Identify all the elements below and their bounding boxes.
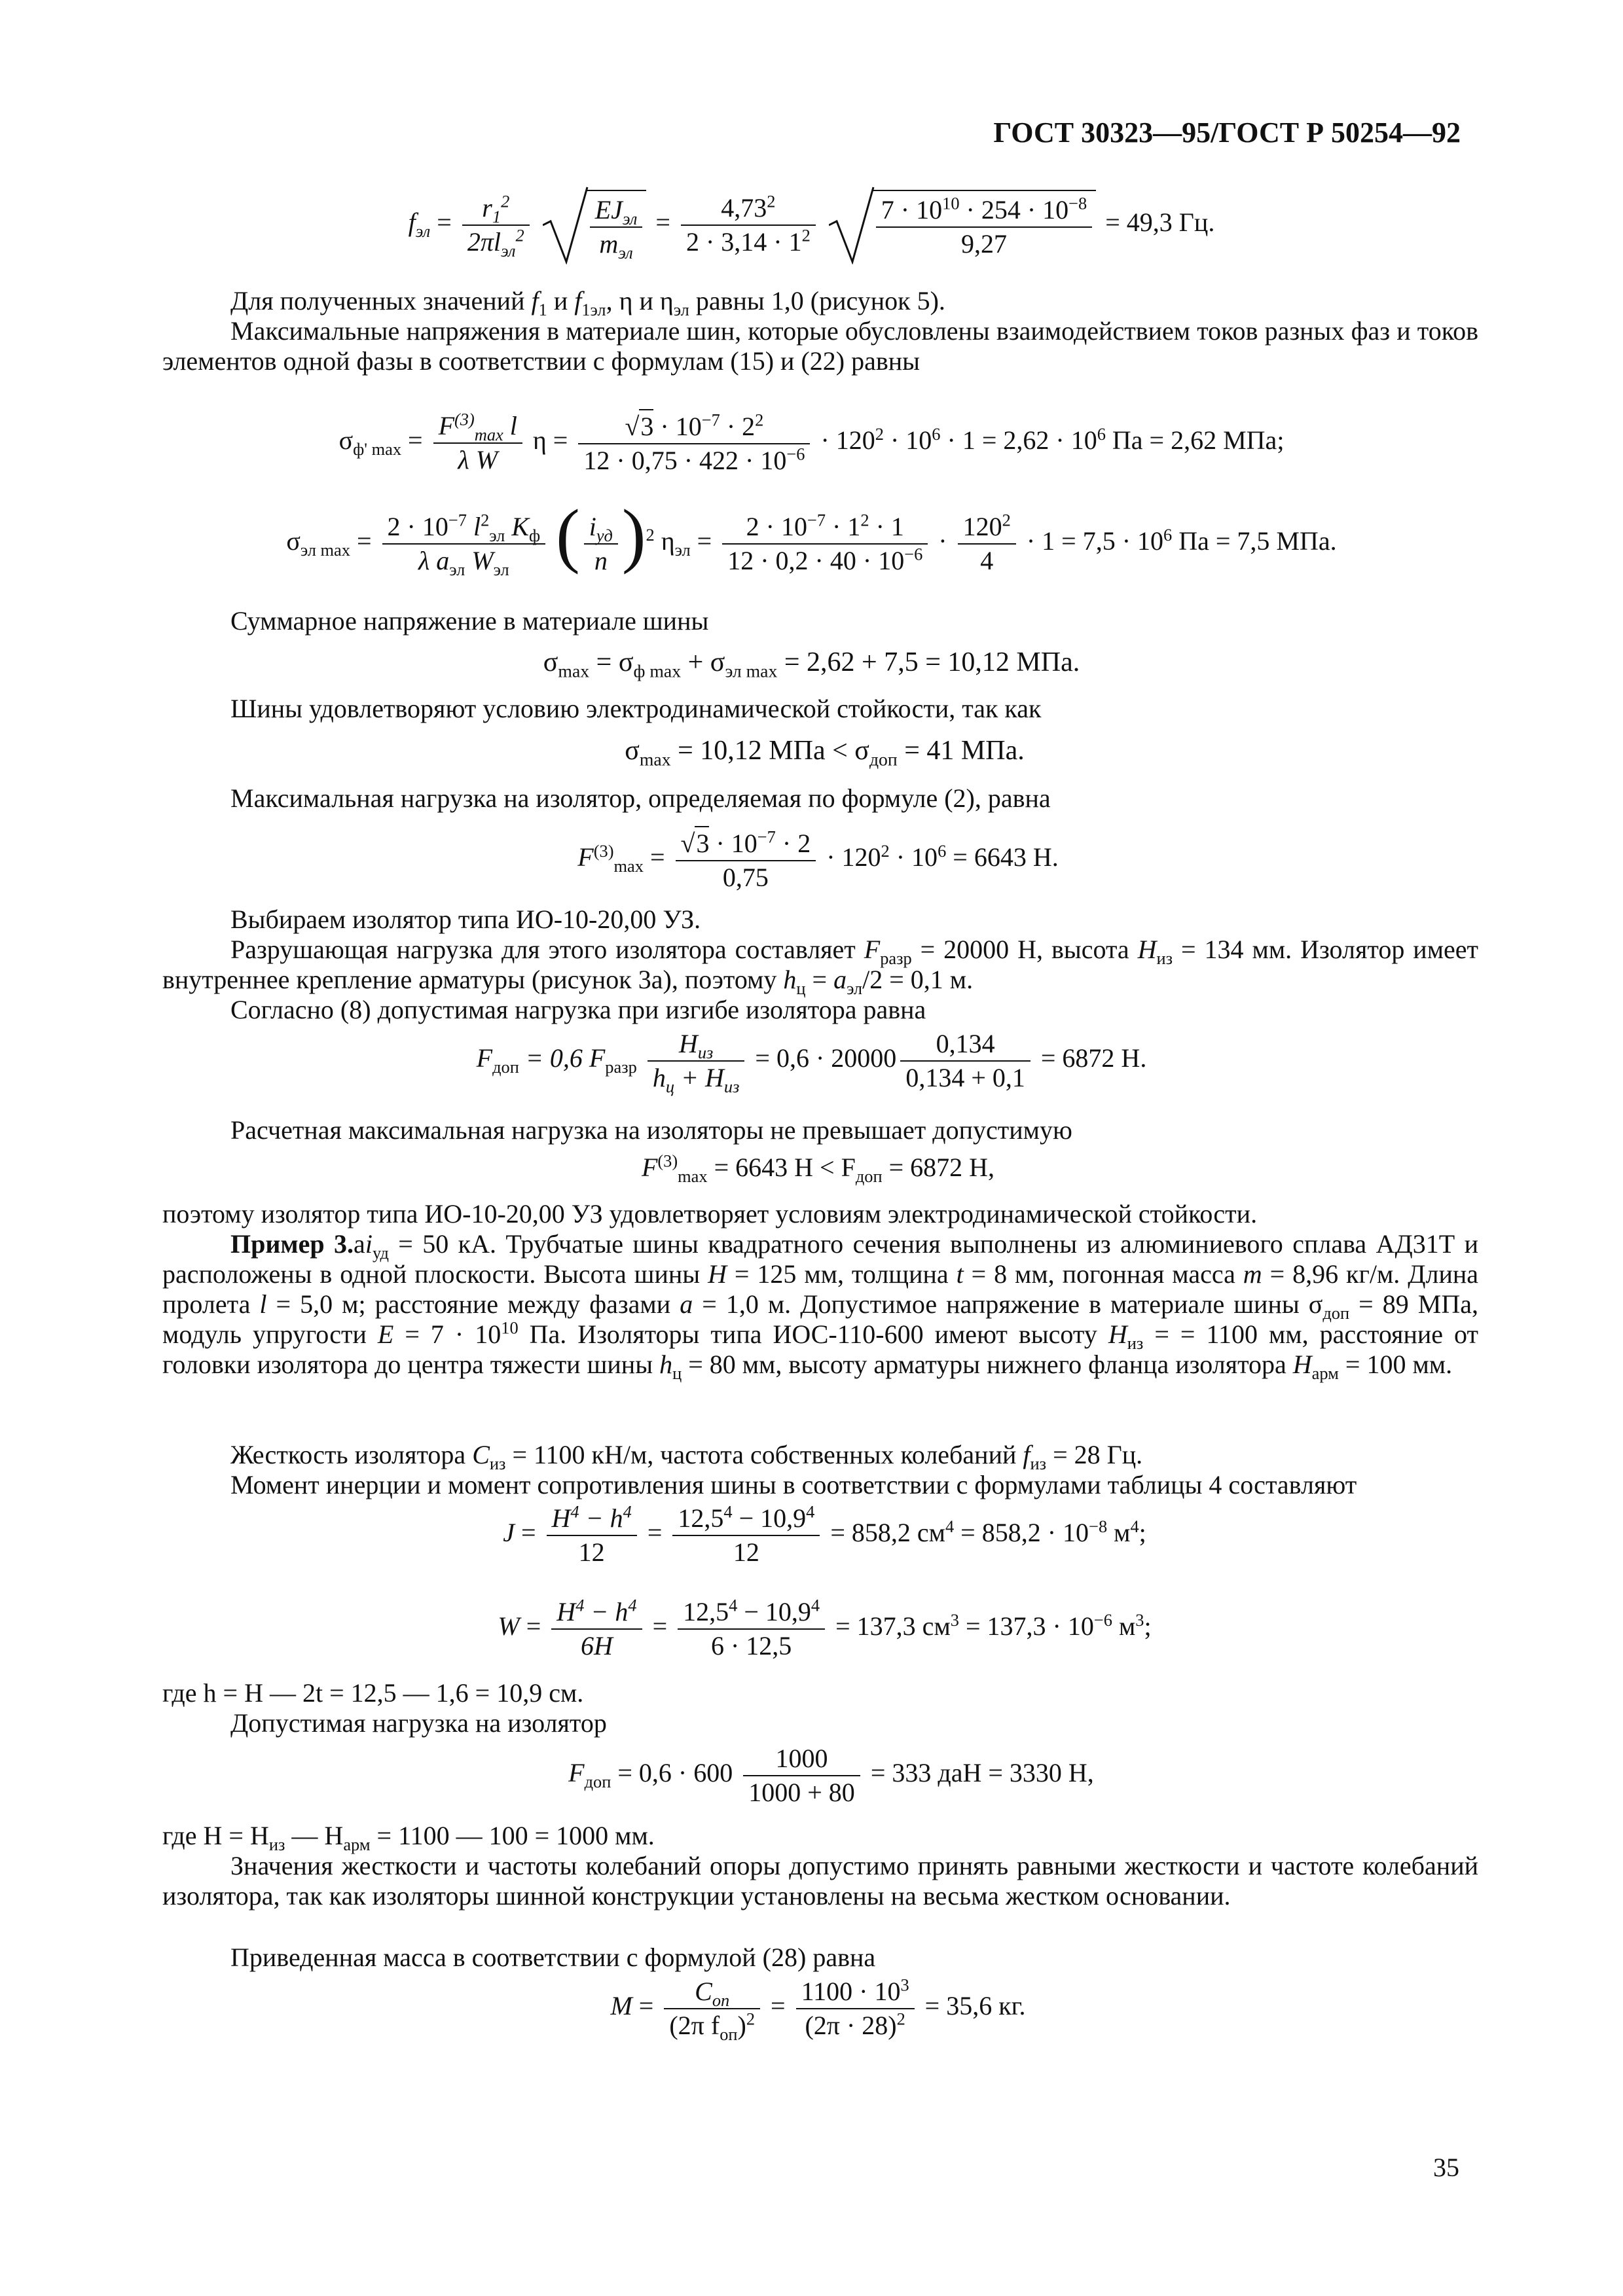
equation-reduced-mass: M = $\frac{C_{оп}}{(2\pi f_{оп})^2}$ = $\frac{1100 \cdot 10^3}{(2\pi \cdot 28)^2}$ = 35,6 кг. <box>610 1975 1026 2044</box>
paragraph-load-check: Расчетная максимальная нагрузка на изоляторы не превышает допустимую <box>230 1115 1072 1145</box>
paragraph-frequencies: Для полученных значений $f_1$ и $f_{1эл}$, η и $\eta_{эл}$ равны 1,0 (рисунок 5). <box>230 286 945 319</box>
paragraph-choose-insulator: Выбираем изолятор типа ИО-10-20,00 УЗ. <box>230 905 701 934</box>
paragraph-stiffness: Жесткость изолятора $C_{из} = 1100$ кН/м, частота собственных колебаний $f_{из} = 28$ Гц. <box>230 1440 1143 1473</box>
equation-sigma-check: $\sigma_{max} = 10,12$ МПа < $\sigma_{доп} = 41$ МПа. <box>625 736 1025 770</box>
equation-section-modulus: W = $\frac{H^4 - h^4}{6H}$ = $\frac{12,5^4 - 10,9^4}{6 \cdot 12,5}$ = 137,3 $см^3 = 137,3 \cdot 10^{-6}$ $м^3$; <box>498 1595 1152 1660</box>
equation-f-allowable: $F_{доп} = 0,6$ $F_{разр}$ $\frac{H_{из}}{h_ц + H_{из}}$ = 0,6 · 20000 $\frac{0,134}{0,134 + 0,1}$ = 6872 Н. <box>476 1029 1147 1096</box>
paragraph-support-stiffness: Значения жесткости и частоты колебаний опоры допустимо принять равными жесткости и частоте колебаний изолятора, так как изоляторы шинной конструкции установлены на весьма жестком основании. <box>162 1851 1478 1910</box>
document-header: ГОСТ 30323—95/ГОСТ Р 50254—92 <box>993 117 1461 149</box>
equation-f-max: $F^{(3)}_{max}$ = $\frac{√3 \cdot 10^{-7} \cdot 2}{0,75}$ · $120^2 \cdot 10^6 = 6643$ Н. <box>577 827 1059 892</box>
paragraph-h-definition: где h = H — 2t = 12,5 — 1,6 = 10,9 см. <box>162 1678 584 1708</box>
page-number: 35 <box>1433 2153 1459 2182</box>
equation-moment-inertia: J = $\frac{H^4 - h^4}{12}$ = $\frac{12,5^4 - 10,9^4}{12}$ = 858,2 $см^4 = 858,2 \cdot 10^{-8}$ $м^4$; <box>503 1501 1146 1567</box>
equation-sigma-element: $\sigma_{эл max}$ = $\frac{2 \cdot 10^{-7} l^2_{эл} K_ф}{\lambda a_{эл} W_{эл}}$ ( $\frac{i_{уд}}{n}$ )$^2$ $\eta_{эл}$ = $\frac{2 \cdot 10^{-7} \cdot 1^2 \cdot 1}{12 \cdot 0,2 \cdot 40 \cdot 10^{-6}}$ · $\frac{120^2}{4}$ · $1 = 7,5 \cdot 10^6$ Па = 7,5 МПа. <box>286 495 1337 579</box>
paragraph-max-stress: Максимальные напряжения в материале шин, которые обусловлены взаимодействием токов разных фаз и токов элементов одной фазы в соответствии с формулам (15) и (22) равны <box>162 316 1478 376</box>
equation-sigma-max: $\sigma_{max} = \sigma_{ф max} + \sigma_{эл max} = 2,62 + 7,5 = 10,12$ МПа. <box>543 647 1080 681</box>
paragraph-bus-condition: Шины удовлетворяют условию электродинамической стойкости, так как <box>230 694 1042 723</box>
paragraph-breaking-load: Разрушающая нагрузка для этого изолятора составляет $F_{разр} = 20000$ Н, высота $H_{из} = 134$ мм. Изолятор имеет внутреннее крепление арматуры (рисунок 3а), поэтому $h_ц = a_{эл}/2 = 0,1$ м. <box>162 935 1478 998</box>
paragraph-moment: Момент инерции и момент сопротивления шины в соответствии с формулами таблицы 4 составляют <box>230 1470 1357 1499</box>
paragraph-allowable-load: Согласно (8) допустимая нагрузка при изгибе изолятора равна <box>230 995 926 1024</box>
paragraph-reduced-mass: Приведенная масса в соответствии с формулой (28) равна <box>230 1943 876 1972</box>
paragraph-example-3: Пример $3.ai_{уд} = 50$ кА. Трубчатые шины квадратного сечения выполнены из алюминиевого сплава АД31Т и расположены в одной плоскости. Высота шины H = 125 мм, толщина t = 8 мм, погонная масса m = 8,96 кг/м. Длина пролета l = 5,0 м; расстояние между фазами a = 1,0 м. Допустимое напряжение в материале шины $\sigma_{доп} = 89$ МПа, модуль упругости $E = 7 \cdot 10^{10}$ Па. Изоляторы типа ИОС-110-600 имеют высоту $H_{из}$ = = 1100 мм, расстояние от головки изолятора до центра тяжести шины $h_ц = 80$ мм, высоту арматуры нижнего фланца изолятора $H_{арм} = 100$ мм. <box>162 1229 1479 1383</box>
equation-load-compare: $F^{(3)}_{max} = 6643$ $Н < F_{доп} = 6872$ Н, <box>641 1151 995 1186</box>
paragraph-H-definition: где $H = H_{из}$ — $H_{арм} = 1100$ — 100 = 1000 мм. <box>162 1821 655 1854</box>
equation-f-el: $f_{эл}$ = $\frac{r_1^2}{2\pi l_{эл}^2}$ $\frac{EJ_{эл}}{m_{эл}}$ = $\frac{4,73^2}{2 \cdot 3,14 \cdot 1^2}$ $\frac{7 \cdot 10^{10} \cdot 254 \cdot 10^{-8}}{9,27}$ = 49,3 Гц. <box>0 190 1623 260</box>
paragraph-allowable-insulator: Допустимая нагрузка на изолятор <box>230 1708 607 1738</box>
equation-sigma-phase: $\sigma_{ф' max}$ = $\frac{F^{(3)}_{max} l}{\text{λ W}}$ η = $\frac{√3 \cdot 10^{-7} \cdot 2^2}{12 \cdot 0,75 \cdot 422 \cdot 10^{-6}}$ · $120^2 \cdot 10^6 \cdot 1 = 2,62 \cdot 10^6$ Па = 2,62 МПа; <box>338 409 1285 475</box>
equation-f-allowable-2: $F_{доп} = 0,6 \cdot 600$ $\frac{1000}{1000 + 80}$ = 333 даН = 3330 Н, <box>568 1744 1094 1807</box>
paragraph-max-load: Максимальная нагрузка на изолятор, определяемая по формуле (2), равна <box>230 783 1051 813</box>
paragraph-total-stress: Суммарное напряжение в материале шины <box>230 606 709 636</box>
paragraph-insulator-ok: поэтому изолятор типа ИО-10-20,00 УЗ удовлетворяет условиям электродинамической стойкости. <box>162 1199 1258 1229</box>
